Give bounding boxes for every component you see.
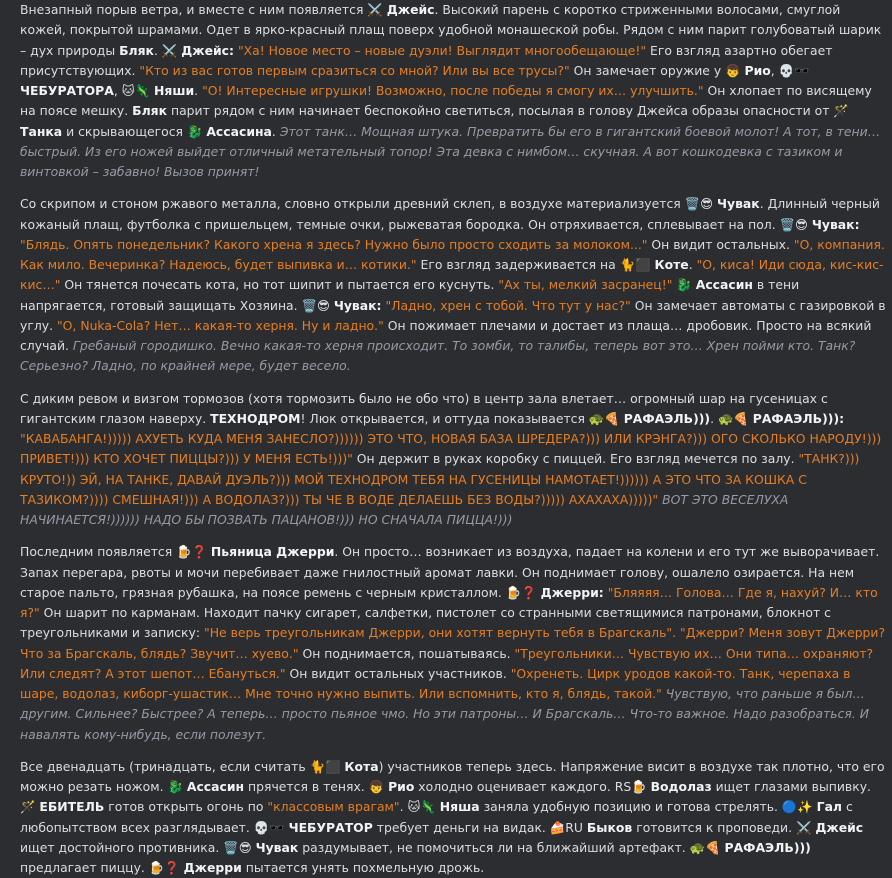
narration-text: Его взгляд азартно обегает присутствующих. <box>20 42 833 78</box>
character-emoji-icon: 🗑️😎 <box>779 216 812 232</box>
character-name: РАФАЭЛЬ))) <box>724 839 811 855</box>
narration-text: . <box>688 257 697 272</box>
dialogue-quote: "О, Nuka-Cola? Нет… какая-то херня. Ну и ладно." <box>56 317 384 333</box>
character-emoji-icon: 🪄 <box>20 799 40 815</box>
character-emoji-icon: 🐉 <box>186 123 207 139</box>
narration-text: холодно оценивает каждого. <box>414 779 615 794</box>
character-name: Ассасин <box>186 779 245 794</box>
character-name: РАФАЭЛЬ))): <box>752 410 845 426</box>
character-name: Ассасина <box>206 123 272 139</box>
dialogue-quote: "Не верь треугольникам Джерри, они хотят вернуть тебя в Брагскаль". <box>204 625 677 641</box>
narration-text: . <box>271 123 280 139</box>
narration-text: С диким ревом и визгом тормозов (хотя тормозить было не обо что) в центр зала влетает… огромный шар на гусеницах с гигантским глазом наверху. <box>20 390 828 426</box>
story-paragraph <box>20 0 886 182</box>
character-name: Коте <box>654 257 689 272</box>
dialogue-quote: "Треугольники… Чувствую их… Они типа… охраняют? Или следят? А этот шепот… Ебануться." <box>20 645 874 681</box>
character-emoji-icon: 🐢🍕 <box>717 410 753 426</box>
narration-text: Он шарит по карманам. Находит пачку сигарет, салфетки, пистолет со странными светящимися патронами, блокнот с треугольниками и записку: <box>20 605 831 641</box>
narration-text: . Он просто… возникает из воздуха, падает на колени и его тут же выворачивает. Запах перегара, рвоты и мочи перебивает даже гнилостный аромат лавки. Он поднимает голову, ошалело озирается. На нем старое пальто, грязная рубашка, на поясе ремень с черным кристаллом. <box>20 544 880 600</box>
character-emoji-icon: 🐈⬛ <box>619 257 655 272</box>
dialogue-quote: "Блядь. Опять понедельник? Какого хрена я здесь? Нужно было просто сходить за молоком..." <box>20 236 648 252</box>
narration-text: Он замечает оружие у <box>569 62 726 78</box>
character-name: Джейс <box>386 2 435 17</box>
narration-text: раздумывает, не помочиться ли на ближайший артефакт. <box>298 839 690 855</box>
narration-text: заняла удобную позицию и готова стрелять. <box>479 799 782 815</box>
character-name: Чувак: <box>333 297 382 313</box>
character-name: Няша <box>439 799 480 815</box>
story-paragraph <box>20 757 886 878</box>
narration-text: Все двенадцать (тринадцать, если считать <box>20 758 310 774</box>
character-emoji-icon: RS🍺 <box>614 779 651 794</box>
narration-text: готов открыть огонь по <box>104 799 268 815</box>
character-name: Рио <box>744 62 771 78</box>
narration-text: Он поднимается, пошатываясь. <box>298 645 515 661</box>
character-name: Джейс <box>815 819 864 835</box>
inner-thought: Чувствую, что раньше я был… другим. Сильнее? Быстрее? А теперь… просто пьяное чмо. Но эти патроны… И Брагскаль… Что-то важное. Надо разобраться. И навалять кому-нибудь, если полезут. <box>20 686 870 742</box>
dialogue-quote: "Охренеть. Цирк уродов какой-то. Танк, черепаха в шаре, водолаз, киборг-ушастик… Мне точно нужно выпить. Или вспомнить, кто я, блядь, такой." <box>20 665 851 701</box>
narration-text: Он тянется почесать кота, но тот шипит и пытается его куснуть. <box>60 277 499 293</box>
character-emoji-icon: 🐈⬛ <box>309 758 345 774</box>
character-name: Танка <box>20 123 63 139</box>
narration-text: . Длинный черный кожаный плащ, футболка с пришельцем, темные очки, рыжеватая бородка. Он отряхивается, сплевывает на пол. <box>20 196 880 232</box>
character-emoji-icon: ⚔️ <box>367 2 387 17</box>
character-emoji-icon: 🐉 <box>676 277 696 293</box>
character-name: ТЕХНОДРОМ <box>210 410 301 426</box>
character-emoji-icon: ⚔️ <box>795 819 816 835</box>
character-name: Чувак: <box>811 216 860 232</box>
character-name: Джерри: <box>540 584 604 600</box>
character-emoji-icon: 🔵✨ <box>781 799 817 815</box>
narration-text: , <box>113 83 122 98</box>
dialogue-quote: "Ах ты, мелкий засранец!" <box>498 277 673 293</box>
narration-text: Его взгляд задерживается на <box>416 257 620 272</box>
character-name: Чувак <box>255 839 299 855</box>
character-name: Рио <box>388 779 415 794</box>
narration-text: Он хлопает по висящему на поясе мешку. <box>20 83 872 119</box>
character-emoji-icon: 🍰RU <box>549 819 587 835</box>
narration-text: предлагает пиццу. <box>20 860 149 875</box>
character-name: Чувак <box>716 196 760 212</box>
inner-thought: ВОТ ЭТО ВЕСЕЛУХА НАЧИНАЕТСЯ!)))))) НАДО БЫ ПОЗВАТЬ ПАЦАНОВ!))) НО СНАЧАЛА ПИЦЦА!))) <box>20 491 789 527</box>
character-emoji-icon: ⚔️ <box>161 42 182 58</box>
character-emoji-icon: 🗑️😎 <box>223 839 256 855</box>
character-emoji-icon: 🐱🦎 <box>407 799 440 815</box>
character-name: ЧЕБУРАТОР <box>288 819 373 835</box>
narration-text: ! Люк открывается, и оттуда показывается <box>300 410 589 426</box>
character-name: Гал <box>816 799 843 815</box>
dialogue-quote: "Кто из вас готов первым сразиться со мной? Или вы все трусы?" <box>139 62 570 78</box>
character-emoji-icon: 🍺❓ <box>148 860 184 875</box>
narration-text: готовится к проповеди. <box>632 819 796 835</box>
narration-text: ) участников теперь здесь. Напряжение висит в воздухе так плотно, что его можно резать ножом. <box>20 758 885 794</box>
narration-text: Внезапный порыв ветра, и вместе с ним появляется <box>20 2 368 17</box>
narration-text: Он держит в руках коробку с пиццей. Его взгляд мечется по залу. <box>352 451 799 467</box>
character-emoji-icon: 🪄 <box>833 103 849 119</box>
character-emoji-icon: 🍺❓ <box>505 584 541 600</box>
narration-text: ищет достойного противника. <box>20 839 224 855</box>
dialogue-quote: "О! Интересные игрушки! Возможно, после победы я смогу их… улучшить." <box>202 83 704 98</box>
dialogue-quote: "КАВАБАНГА!))))) АХУЕТЬ КУДА МЕНЯ ЗАНЕСЛО?)))))) ЭТО ЧТО, НОВАЯ БАЗА ШРЕДЕРА?))) ИЛИ КРЭНГА?))) ОГО СКОЛЬКО НАРОДУ!))) ПРИВЕТ!))) КТО ХОЧЕТ ПИЦЦЫ?))) У МЕНЯ ЕСТЬ!)))" <box>20 431 882 467</box>
narration-text: Он замечает автоматы с газировкой в углу. <box>20 297 886 333</box>
narration-text: прячется в тенях. <box>244 779 369 794</box>
narration-text: . <box>194 83 203 98</box>
narration-text: и скрывающегося <box>62 123 187 139</box>
character-name: Няши <box>154 83 195 98</box>
dialogue-quote: "Бляяяя… Голова… Где я, нахуй? И… кто я?" <box>20 584 878 620</box>
narration-text: Он видит остальных участников. <box>285 665 511 681</box>
dialogue-quote: "О, киса! Иди сюда, кис-кис-кис…" <box>20 257 884 293</box>
character-emoji-icon: 🐉 <box>167 779 187 794</box>
character-emoji-icon: 👦 <box>725 62 745 78</box>
narration-text: ищет глазами выпивку. <box>711 779 871 794</box>
story-paragraph <box>20 542 886 745</box>
character-name: Джейс: <box>181 42 234 58</box>
story-paragraph <box>20 389 886 531</box>
dialogue-quote: "Джерри? Меня зовут Джерри? Что за Брагскаль, блядь? Звучит… хуево." <box>20 625 886 661</box>
narration-text: требует деньги на видак. <box>372 819 550 835</box>
character-emoji-icon: 👦 <box>368 779 389 794</box>
narration-text: . <box>710 410 718 426</box>
narration-text: парит рядом с ним начинает беспокойно светиться, посылая в голову Джейса образы опасности от <box>167 103 834 119</box>
character-name: ЧЕБУРАТОРА <box>20 83 114 98</box>
dialogue-quote: "Ладно, хрен с тобой. Что тут у нас?" <box>385 297 631 313</box>
inner-thought: Гребаный городишко. Вечно какая-то херня происходит. То зомби, то талибы, теперь вот это… Хрен пойми кто. Танк? Серьезно? Ладно, по крайней мере, будет весело. <box>20 338 856 374</box>
narration-text: Он пожимает плечами и достает из плаща… дробовик. Просто на всякий случай. <box>20 317 872 353</box>
character-emoji-icon: 💀🕶️ <box>778 62 810 78</box>
character-emoji-icon: 🐢🍕 <box>588 410 624 426</box>
character-name: Пьяница Джерри <box>210 544 335 560</box>
character-emoji-icon: 🍺❓ <box>176 544 211 560</box>
character-name: Кота <box>344 758 379 774</box>
narration-text: Последним появляется <box>20 544 177 560</box>
story-paragraph <box>20 194 886 376</box>
narration-text: , <box>770 62 779 78</box>
inner-thought: Этот танк… Мощная штука. Превратить бы его в гигантский боевой молот! А тот, в тени… быстрый. Из его ножей выйдет отличный метательный топор! Эта девка с нимбом… скучная. А вот кошкодевка с тазиком и винтовкой – забавно! Вызов принят! <box>20 123 881 179</box>
character-emoji-icon: 🗑️😎 <box>684 196 717 212</box>
dialogue-quote: "ТАНК?))) КРУТО!)) ЭЙ, НА ТАНКЕ, ДАВАЙ ДУЭЛЬ?))) МОЙ ТЕХНОДРОМ ТЕБЯ НА ГУСЕНИЦЫ НАМОТАЕТ!)))))) А ЭТО ЧТО ЗА КОШКА С ТАЗИКОМ?)))) СМЕШНАЯ!))) А ВОДОЛАЗ?))) ТЫ ЧЕ В ВОДЕ ДЕЛАЕШЬ БЕЗ ВОДЫ?))))) АХАХАХА)))))" <box>20 451 860 507</box>
narration-text: с любопытством всех разглядывает. <box>20 799 853 835</box>
narration-text: . <box>153 42 162 58</box>
narration-text: Со скрипом и стоном ржавого металла, словно открыли древний склеп, в воздухе материализуется <box>20 196 685 212</box>
character-name: РАФАЭЛЬ))) <box>623 410 711 426</box>
character-emoji-icon: 🗑️😎 <box>301 297 334 313</box>
dialogue-quote: "классовым врагам" <box>267 799 400 815</box>
character-emoji-icon: 🐢🍕 <box>689 839 725 855</box>
character-name: Джерри <box>183 860 242 875</box>
narration-text: Он видит остальных. <box>647 236 794 252</box>
narration-text: . Высокий парень с коротко стриженными волосами, смуглой кожей, покрытой шрамами. Одет в ярко-красный плащ поверх удобной монашеской робы. Рядом с ним парит голубоватый шарик – дух природы <box>20 2 882 58</box>
character-emoji-icon: 💀🕶️ <box>253 819 289 835</box>
dialogue-quote: "О, компания. Как мило. Вечеринка? Надеюсь, будет выпивка и… котики." <box>20 236 885 272</box>
narration-text: пытается унять похмельную дрожь. <box>241 860 485 875</box>
character-name: Быков <box>586 819 633 835</box>
character-name: Ассасин <box>695 277 753 293</box>
character-name: Бляк <box>119 42 154 58</box>
character-name: Бляк <box>132 103 168 119</box>
character-emoji-icon: 🐱🦎 <box>121 83 154 98</box>
character-name: Водолаз <box>650 779 712 794</box>
narration-text: в тени напрягается, готовый защищать Хозяина. <box>20 277 800 313</box>
narration-text: . <box>399 799 408 815</box>
dialogue-quote: "Ха! Новое место – новые дуэли! Выглядит многообещающе!" <box>237 42 647 58</box>
character-name: ЕБИТЕЛЬ <box>39 799 105 815</box>
